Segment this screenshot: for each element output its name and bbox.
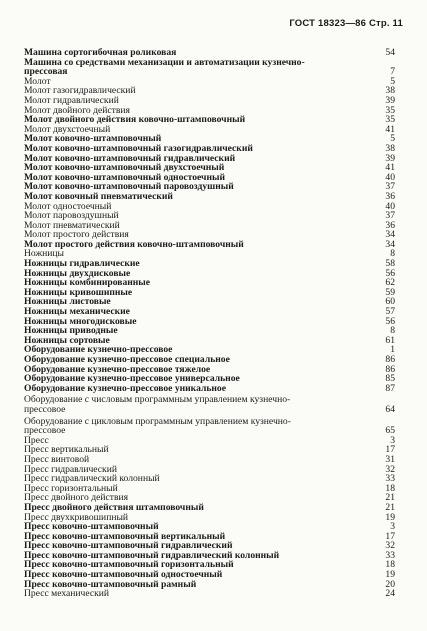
index-term: Молот двухстоечный [24,123,111,135]
index-page-number: 7 [390,66,395,78]
index-page-number: 18 [385,482,395,494]
page-header: ГОСТ 18323—86 Стр. 11 [289,18,403,29]
index-term: Пресс ковочно-штамповочный гидравлический [24,540,233,552]
index-page-number: 57 [385,306,395,318]
index-page-number: 32 [385,540,395,552]
index-page-number: 18 [385,559,395,571]
index-page-number: 56 [385,267,395,279]
index-term: Ножницы многодисковые [24,315,137,327]
index-page-number: 54 [385,47,395,58]
index-page-number: 8 [390,248,395,260]
index-term: Молот ковочный пневматический [24,190,173,202]
index-term: Молот ковочно-штамповочный двухстоечный [24,162,225,174]
index-term: Молот ковочно-штамповочный паровоздушный [24,181,234,193]
index-term: Пресс ковочно-штамповочный одностоечный [24,569,223,581]
index-page-number: 31 [385,453,395,465]
index-page-number: 1 [390,344,395,356]
index-page-number: 5 [390,75,395,87]
index-term: Молот простого действия [24,229,129,241]
index-term: Пресс ковочно-штамповочный гидравлический колонный [24,549,280,561]
index-page-number: 34 [385,229,395,241]
index-term: Молот ковочно-штамповочный гидравлический [24,152,236,164]
index-term: Молот ковочно-штамповочный [24,133,162,145]
index-term: Пресс двойного действия [24,492,129,504]
index-term: Пресс гидравлический [24,463,117,475]
index-page-number: 37 [385,181,395,193]
index-page-number: 8 [390,325,395,337]
index-page-number: 40 [385,171,395,183]
index-entry [24,58,401,77]
index-page-number: 56 [385,315,395,327]
index-term: Ножницы листовые [24,296,111,308]
index-term: Пресс ковочно-штамповочный рамный [24,578,197,590]
index-term: Молот простого действия ковочно-штамповочный [24,238,244,250]
index-page-number: 86 [385,354,395,365]
index-term: Молот ковочно-штамповочный газогидравлический [24,142,253,154]
index-term: Молот одностоечный [24,200,112,212]
index-term: Молот газогидравлический [24,85,136,97]
index-term: Ножницы двухдисковые [24,267,131,279]
index-term: Оборудование кузнечно-прессовое тяжелое [24,363,211,375]
index-page-number: 60 [385,296,395,308]
index-term: Молот гидравлический [24,94,119,106]
index-term: Пресс двухкривошипный [24,511,129,523]
index-page-number: 35 [385,104,395,116]
index-page-number: 37 [385,210,395,222]
index-term: Оборудование кузнечно-прессовое специальное [24,354,230,365]
index-term: Молот паровоздушный [24,210,119,222]
index-page-number: 17 [385,444,395,456]
index-page-number: 40 [385,200,395,212]
index-term: Молот пневматический [24,219,120,231]
index-term: Ножницы сортовые [24,334,110,346]
index-term: Пресс гидравлический колонный [24,473,160,485]
index-page-number: 3 [390,434,395,446]
index-term: Пресс [24,434,49,446]
index-page-number: 39 [385,152,395,164]
index-page-number: 20 [385,578,395,590]
index-entry [24,384,401,394]
index-term: Пресс механический [24,588,110,600]
index-term: Оборудование кузнечно-прессовое уникальное [24,382,226,394]
index-page-number: 35 [385,114,395,126]
index-page-number: 41 [385,123,395,135]
index-page-number: 3 [390,521,395,533]
index-page-number: 86 [385,363,395,375]
index-term: Оборудование кузнечно-прессовое универсальное [24,373,240,385]
index-page-number: 19 [385,569,395,581]
index-page-number: 87 [385,382,395,394]
index-list [24,48,401,599]
index-term: Пресс вертикальный [24,444,109,456]
index-page-number: 5 [390,133,395,145]
index-page-number: 19 [385,511,395,523]
index-page-number: 36 [385,190,395,202]
index-term: Ножницы комбинированные [24,277,151,289]
index-term: Пресс ковочно-штамповочный вертикальный [24,530,226,542]
index-page-number: 64 [385,403,395,415]
index-page-number: 38 [385,85,395,97]
index-page-number: 24 [385,588,395,600]
index-page-number: 41 [385,162,395,174]
index-page-number: 34 [385,238,395,250]
index-term: Молот двойного действия ковочно-штамповочный [24,114,246,126]
index-term: Ножницы гидравлические [24,258,140,270]
index-page-number: 58 [385,258,395,270]
index-page-number: 36 [385,219,395,231]
index-term: Ножницы [24,248,64,260]
index-entry [24,240,401,250]
index-page-number: 85 [385,373,395,385]
index-term: Машина сортогибочная роликовая [24,47,177,58]
index-page-number: 65 [385,425,395,437]
index-entry [24,589,401,599]
index-page-number: 38 [385,142,395,154]
index-page-number: 59 [385,286,395,298]
index-page-number: 61 [385,334,395,346]
index-entry [24,417,401,436]
index-term: Пресс горизонтальный [24,482,118,494]
index-term: Машина со средствами механизации и автоматизации кузнечно-прессовая [24,56,305,78]
index-page-number: 32 [385,463,395,475]
index-entry [24,395,401,414]
index-term: Молот [24,75,51,87]
index-page-number: 17 [385,530,395,542]
index-term: Ножницы приводные [24,325,118,337]
index-page-number: 39 [385,94,395,106]
index-term: Ножницы кривошипные [24,286,133,298]
index-page-number: 33 [385,549,395,561]
index-term: Пресс ковочно-штамповочный [24,521,159,533]
index-term: Пресс винтовой [24,453,90,465]
index-term: Оборудование с числовым программным управлением кузнечно-прессовое [24,394,291,415]
index-term: Ножницы механические [24,306,130,318]
index-term: Молот ковочно-штамповочный одностоечный [24,171,225,183]
index-page-number: 33 [385,473,395,485]
index-term: Молот двойного действия [24,104,130,116]
index-term: Пресс двойного действия штамповочный [24,501,204,513]
index-term: Оборудование кузнечно-прессовое [24,344,173,356]
index-term: Оборудование с цикловым программным управлением кузнечно-прессовое [24,415,291,437]
index-page-number: 62 [385,277,395,289]
index-page-number: 21 [385,501,395,513]
index-page-number: 21 [385,492,395,504]
index-term: Пресс ковочно-штамповочный горизонтальный [24,559,234,571]
